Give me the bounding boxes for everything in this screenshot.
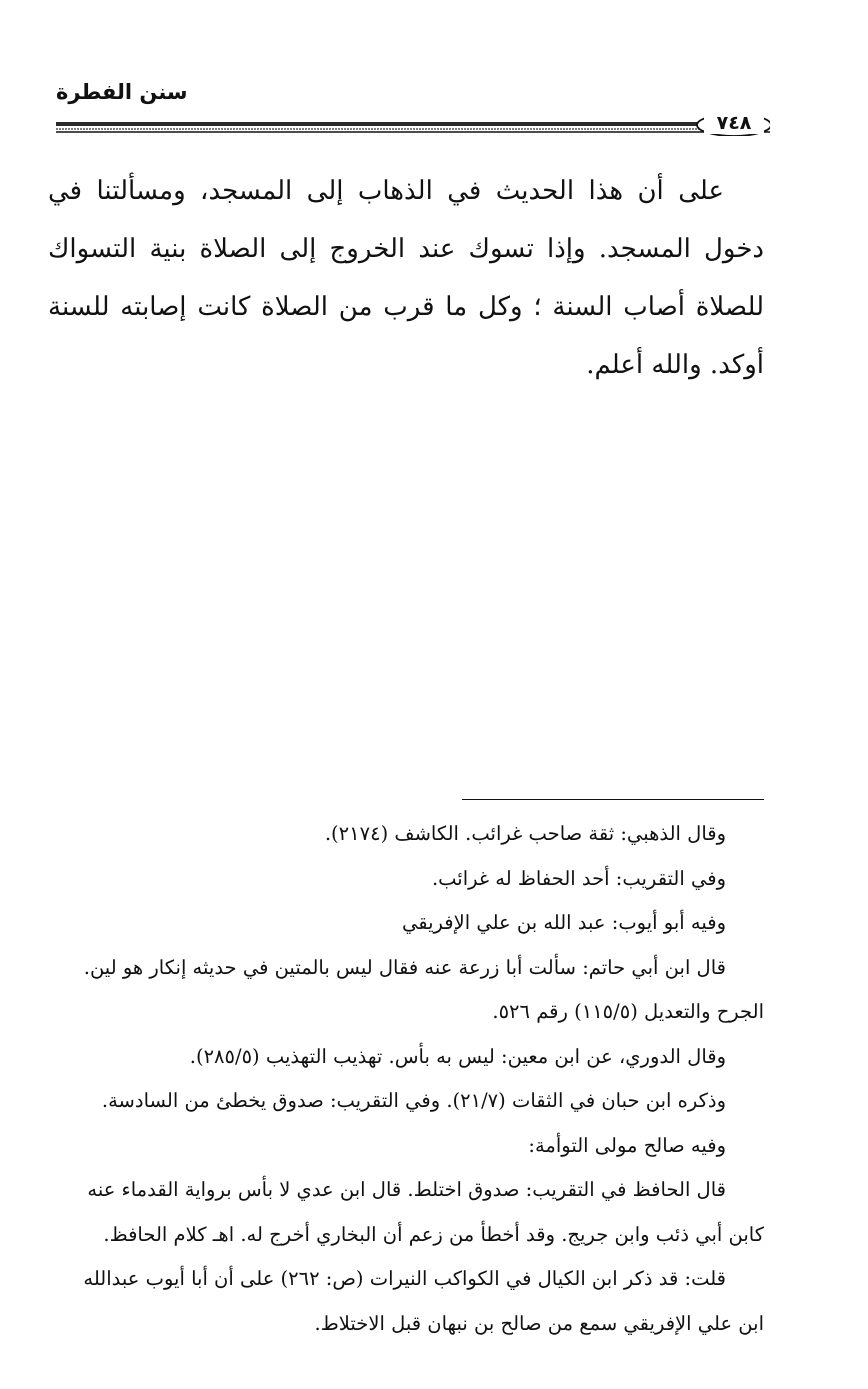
footnote-line: وقال الدوري، عن ابن معين: ليس به بأس. تهذيب التهذيب (٢٨٥/٥).: [189, 1044, 726, 1068]
footnote-line: وذكره ابن حبان في الثقات (٢١/٧). وفي التقريب: صدوق يخطئ من السادسة.: [101, 1089, 726, 1112]
footnote-line: قلت: قد ذكر ابن الكيال في الكواكب النيرات (ص: ٢٦٢) على أن أبا أيوب عبدالله: [83, 1267, 726, 1290]
footnote-line: وفيه أبو أيوب: عبد الله بن علي الإفريقي: [401, 911, 726, 934]
footnote-line: قال الحافظ في التقريب: صدوق اختلط. قال ابن عدي لا بأس برواية القدماء عنه: [87, 1178, 726, 1201]
body-paragraph: على أن هذا الحديث في الذهاب إلى المسجد، ومسألتنا في دخول المسجد. وإذا تسوك عند الخروج إلى الصلاة بنية التسواك للصلاة أصاب السنة ؛ وكل ما قرب من الصلاة كانت إصابته للسنة أوكد. والله أعلم.: [48, 176, 764, 380]
footnote-line: كابن أبي ذئب وابن جريج. وقد أخطأ من زعم أن البخاري أخرج له. اهـ كلام الحافظ.: [103, 1222, 764, 1246]
footnote-line: وفيه صالح مولى التوأمة:: [528, 1133, 726, 1157]
footnote-line: قال ابن أبي حاتم: سألت أبا زرعة عنه فقال ليس بالمتين في حديثه إنكار هو لين.: [83, 955, 726, 979]
main-body-text: [48, 162, 764, 394]
footnote-line: ابن علي الإفريقي سمع من صالح بن نبهان قبل الاختلاط.: [314, 1311, 764, 1335]
page-number: ٧٤٨: [704, 112, 764, 134]
footnote-line: وقال الذهبي: ثقة صاحب غرائب. الكاشف (٢١٧٤).: [324, 822, 726, 845]
header-rule: [56, 114, 770, 136]
running-header-title: سنن الفطرة: [56, 80, 188, 104]
footnotes-block: [40, 812, 764, 1346]
footnote-line: وفي التقريب: أحد الحفاظ له غرائب.: [431, 866, 726, 890]
footnote-line: الجرح والتعديل (١١٥/٥) رقم ٥٢٦.: [492, 1000, 764, 1023]
footnote-separator: [462, 799, 764, 800]
